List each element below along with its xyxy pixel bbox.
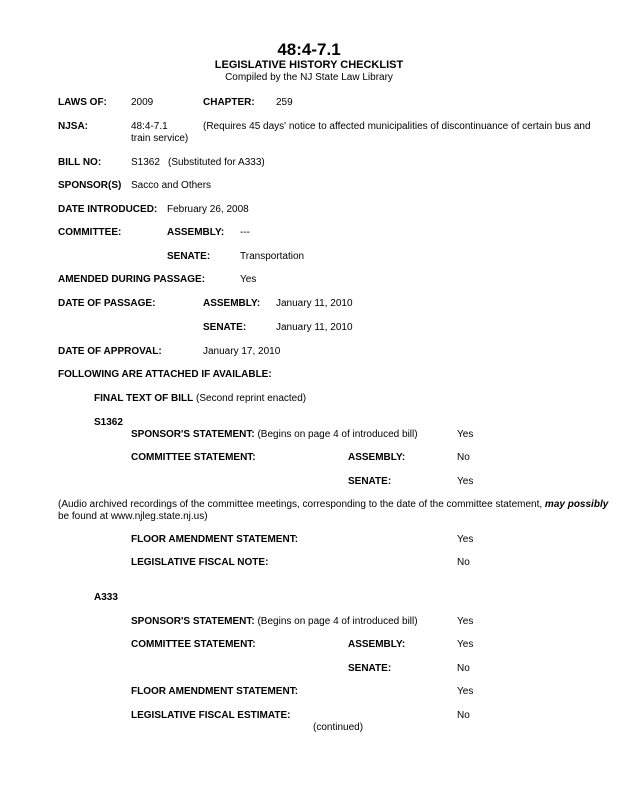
a333-sponsor-statement-value: Yes: [457, 616, 474, 627]
committee-assembly-value: ---: [240, 227, 250, 238]
s1362-sponsor-statement-label: SPONSOR'S STATEMENT:: [131, 429, 255, 440]
chapter-value: 259: [276, 97, 293, 108]
sponsors-label: SPONSOR(S): [58, 180, 122, 191]
a333-sponsor-statement-row: [131, 616, 418, 628]
audio-note-line2: be found at www.njleg.state.nj.us): [58, 511, 208, 522]
amended-label: AMENDED DURING PASSAGE:: [58, 274, 206, 285]
sponsors-value: Sacco and Others: [131, 180, 212, 191]
committee-label: COMMITTEE:: [58, 227, 122, 238]
s1362-floor-amendment-value: Yes: [457, 534, 474, 545]
page-title: 48:4-7.1: [277, 40, 341, 59]
date-introduced-label: DATE INTRODUCED:: [58, 204, 158, 215]
date-of-passage-label: DATE OF PASSAGE:: [58, 298, 156, 309]
a333-committee-assembly-label: ASSEMBLY:: [348, 639, 406, 650]
bill-no-label: BILL NO:: [58, 157, 102, 168]
passage-assembly-value: January 11, 2010: [276, 298, 353, 309]
s1362-committee-assembly-label: ASSEMBLY:: [348, 452, 406, 463]
s1362-sponsor-statement-value: Yes: [457, 429, 474, 440]
s1362-committee-statement-label: COMMITTEE STATEMENT:: [131, 452, 256, 463]
a333-sponsor-statement-label: SPONSOR'S STATEMENT:: [131, 616, 255, 627]
s1362-fiscal-note-value: No: [457, 557, 470, 568]
date-of-approval-label: DATE OF APPROVAL:: [58, 346, 162, 357]
chapter-label: CHAPTER:: [203, 97, 255, 108]
a333-label: A333: [94, 592, 118, 603]
a333-committee-senate-value: No: [457, 663, 470, 674]
njsa-description-line2: train service): [131, 133, 189, 144]
s1362-label: S1362: [94, 417, 123, 428]
final-text-label: FINAL TEXT OF BILL: [94, 393, 194, 404]
date-of-approval-value: January 17, 2010: [203, 346, 281, 357]
njsa-label: NJSA:: [58, 121, 89, 132]
continued-note: (continued): [313, 722, 364, 733]
audio-note-line1: [58, 499, 608, 511]
s1362-committee-senate-value: Yes: [457, 476, 474, 487]
njsa-description-line1: (Requires 45 days' notice to affected municipalities of discontinuance of certain bus and: [203, 121, 591, 132]
compiled-by: Compiled by the NJ State Law Library: [225, 72, 393, 83]
s1362-floor-amendment-label: FLOOR AMENDMENT STATEMENT:: [131, 534, 299, 545]
s1362-committee-senate-label: SENATE:: [348, 476, 392, 487]
committee-assembly-label: ASSEMBLY:: [167, 227, 225, 238]
checklist-heading: LEGISLATIVE HISTORY CHECKLIST: [214, 59, 404, 71]
final-text-row: [94, 393, 306, 405]
amended-value: Yes: [240, 274, 257, 285]
laws-of-value: 2009: [131, 97, 154, 108]
a333-committee-senate-label: SENATE:: [348, 663, 392, 674]
s1362-sponsor-statement-note: (Begins on page 4 of introduced bill): [257, 429, 418, 440]
laws-of-label: LAWS OF:: [58, 97, 107, 108]
bill-no-note: (Substituted for A333): [168, 157, 265, 168]
s1362-committee-assembly-value: No: [457, 452, 470, 463]
passage-assembly-label: ASSEMBLY:: [203, 298, 261, 309]
s1362-sponsor-statement-row: [131, 429, 418, 441]
committee-senate-label: SENATE:: [167, 251, 211, 262]
committee-senate-value: Transportation: [240, 251, 305, 262]
a333-floor-amendment-value: Yes: [457, 686, 474, 697]
passage-senate-label: SENATE:: [203, 322, 247, 333]
a333-fiscal-estimate-value: No: [457, 710, 470, 721]
s1362-fiscal-note-label: LEGISLATIVE FISCAL NOTE:: [131, 557, 269, 568]
attached-heading: FOLLOWING ARE ATTACHED IF AVAILABLE:: [58, 369, 272, 380]
njsa-value: 48:4-7.1: [131, 121, 168, 132]
a333-sponsor-statement-note: (Begins on page 4 of introduced bill): [257, 616, 418, 627]
audio-note-emphasis: may possibly: [544, 499, 609, 510]
audio-note-start: (Audio archived recordings of the committee meetings, corresponding to the date of the committee statement,: [58, 499, 543, 510]
final-text-note: (Second reprint enacted): [196, 393, 307, 404]
passage-senate-value: January 11, 2010: [276, 322, 353, 333]
a333-fiscal-estimate-label: LEGISLATIVE FISCAL ESTIMATE:: [131, 710, 291, 721]
a333-floor-amendment-label: FLOOR AMENDMENT STATEMENT:: [131, 686, 299, 697]
date-introduced-value: February 26, 2008: [167, 204, 249, 215]
bill-no-value: S1362: [131, 157, 160, 168]
a333-committee-assembly-value: Yes: [457, 639, 474, 650]
a333-committee-statement-label: COMMITTEE STATEMENT:: [131, 639, 256, 650]
